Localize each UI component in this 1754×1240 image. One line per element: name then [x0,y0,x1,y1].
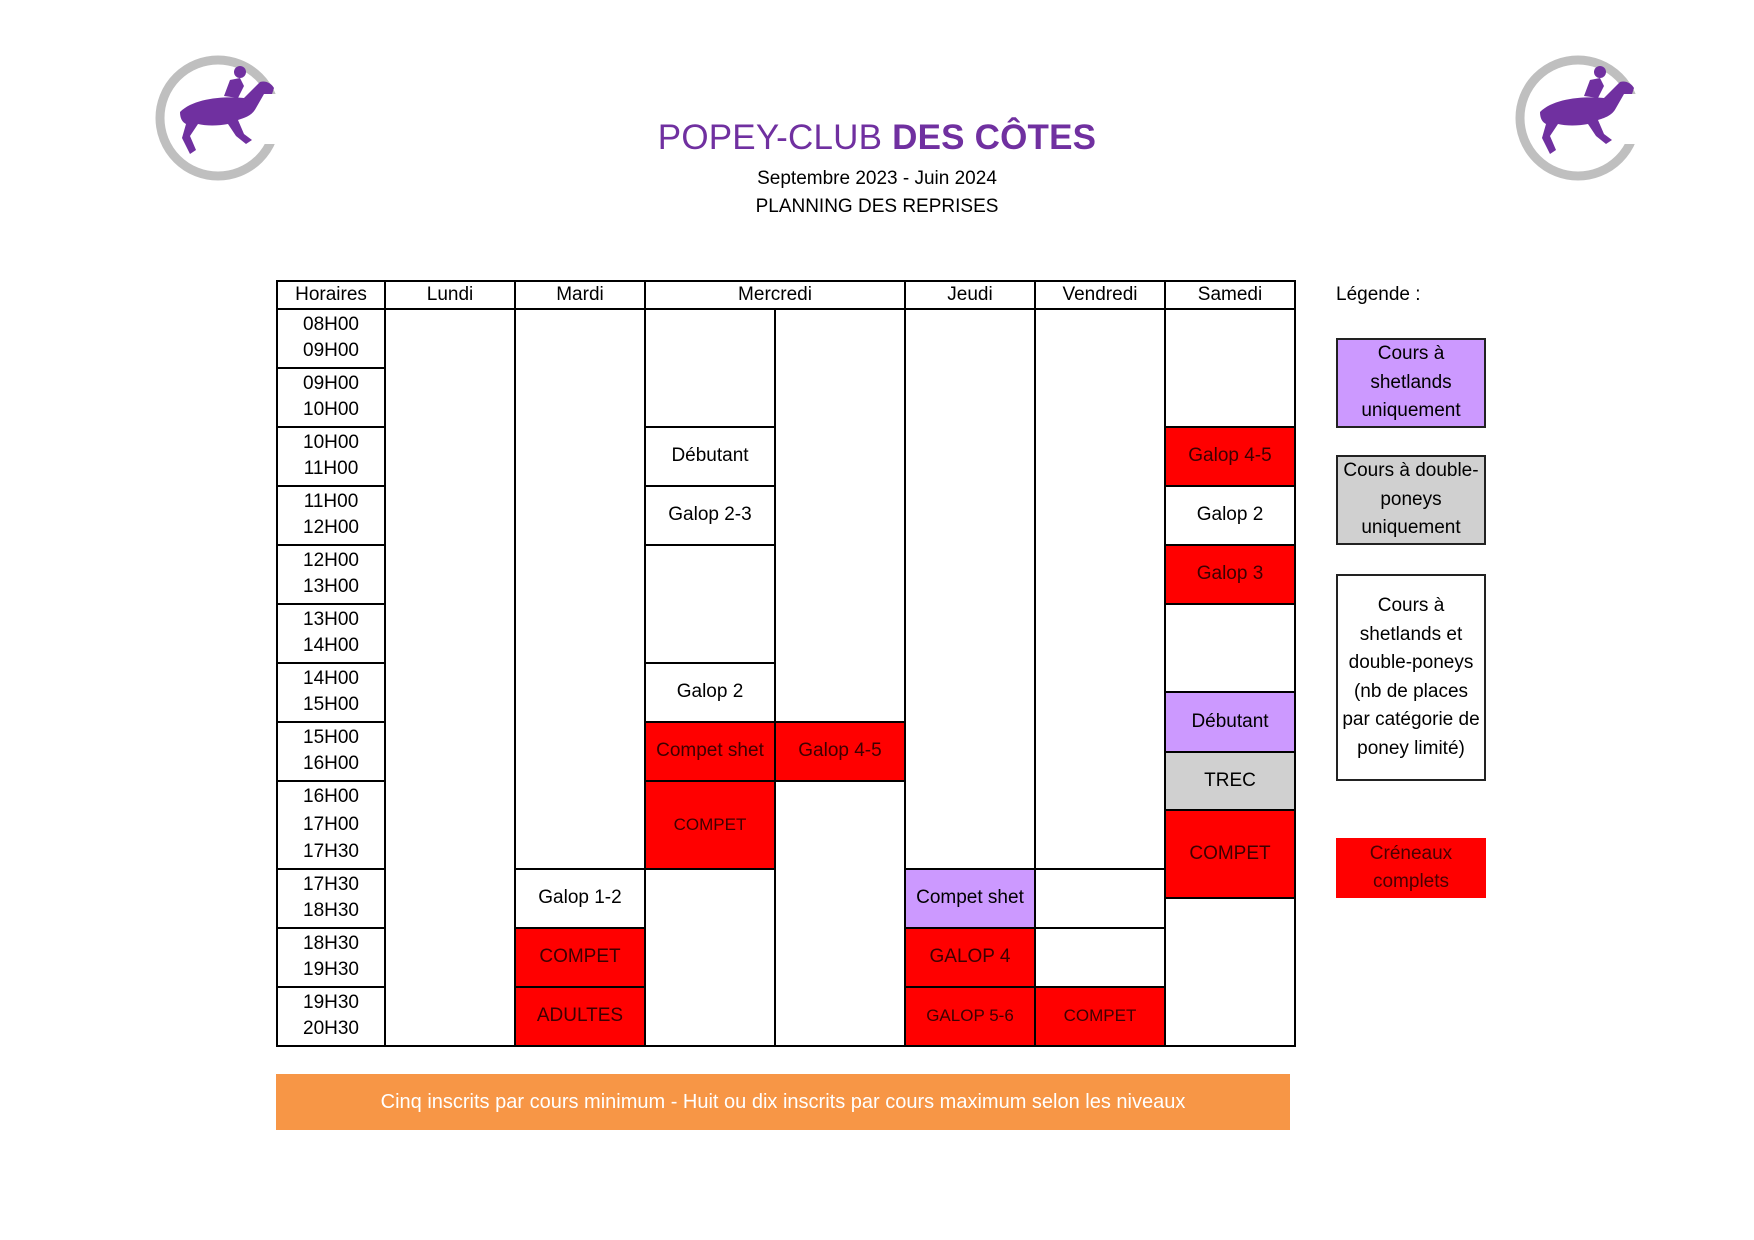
samedi-galop-2: Galop 2 [1164,485,1296,546]
time-slot: 13H00 14H00 [276,603,386,664]
legend-both-pony-types: Cours à shetlands et double-poneys (nb de places par catégorie de poney limité) [1336,574,1486,781]
time-slot: 11H00 12H00 [276,485,386,546]
time-slot: 14H00 15H00 [276,662,386,723]
legend-double-pony-only: Cours à double-poneys uniquement [1336,455,1486,545]
samedi-debutant: Débutant [1164,691,1296,753]
mercredi-galop-2: Galop 2 [644,662,776,723]
vendredi-empty-slot [1034,868,1166,929]
legend-shetland-only: Cours à shetlands uniquement [1336,338,1486,428]
header-jeudi: Jeudi [904,280,1036,310]
vendredi-empty-slot [1034,927,1166,988]
mercredi-compet-shet: Compet shet [644,721,776,782]
mardi-empty-slot [514,308,646,870]
samedi-empty-slot [1164,897,1296,1047]
planning-subtitle: PLANNING DES REPRISES [755,196,999,217]
jeudi-galop-4: GALOP 4 [904,927,1036,988]
vendredi-compet: COMPET [1034,986,1166,1047]
time-slot: 12H00 13H00 [276,544,386,605]
jeudi-empty-slot [904,308,1036,870]
mercredi-empty-slot [774,308,906,723]
samedi-trec: TREC [1164,751,1296,811]
header-vendredi: Vendredi [1034,280,1166,310]
header-mardi: Mardi [514,280,646,310]
time-slot: 18H30 19H30 [276,927,386,988]
mardi-galop-1-2: Galop 1-2 [514,868,646,929]
time-slot: 15H00 16H00 [276,721,386,782]
time-slot: 08H00 09H00 [276,308,386,369]
samedi-galop-4-5: Galop 4-5 [1164,426,1296,487]
time-slot: 19H30 20H30 [276,986,386,1047]
time-slot: 16H00 17H00 17H30 [276,780,386,870]
mercredi-galop-4-5: Galop 4-5 [774,721,906,782]
mardi-adultes: ADULTES [514,986,646,1047]
mercredi-compet: COMPET [644,780,776,870]
mercredi-empty-slot [644,868,776,1047]
header-horaires: Horaires [276,280,386,310]
time-slot: 09H00 10H00 [276,367,386,428]
time-slot: 10H00 11H00 [276,426,386,487]
mardi-compet: COMPET [514,927,646,988]
title-regular: POPEY-CLUB [657,118,883,157]
legend-full-slots: Créneaux complets [1336,838,1486,898]
legend-title: Légende : [1336,284,1421,305]
samedi-galop-3: Galop 3 [1164,544,1296,605]
samedi-empty-slot [1164,308,1296,428]
enrollment-banner: Cinq inscrits par cours minimum - Huit ou dix inscrits par cours maximum selon les niveaux [276,1074,1290,1130]
title-bold: DES CÔTES [892,118,1097,157]
mercredi-empty-slot [644,544,776,664]
mercredi-empty-slot [774,780,906,1047]
vendredi-empty-slot [1034,308,1166,870]
season-period: Septembre 2023 - Juin 2024 [757,168,997,189]
time-slot: 17H30 18H30 [276,868,386,929]
mercredi-debutant: Débutant [644,426,776,487]
lundi-empty-slot [384,308,516,1047]
jeudi-compet-shet: Compet shet [904,868,1036,929]
header-lundi: Lundi [384,280,516,310]
header-samedi: Samedi [1164,280,1296,310]
jeudi-galop-5-6: GALOP 5-6 [904,986,1036,1047]
mercredi-galop-2-3: Galop 2-3 [644,485,776,546]
samedi-empty-slot [1164,603,1296,693]
header-mercredi: Mercredi [644,280,906,310]
samedi-compet: COMPET [1164,809,1296,899]
mercredi-empty-slot [644,308,776,428]
